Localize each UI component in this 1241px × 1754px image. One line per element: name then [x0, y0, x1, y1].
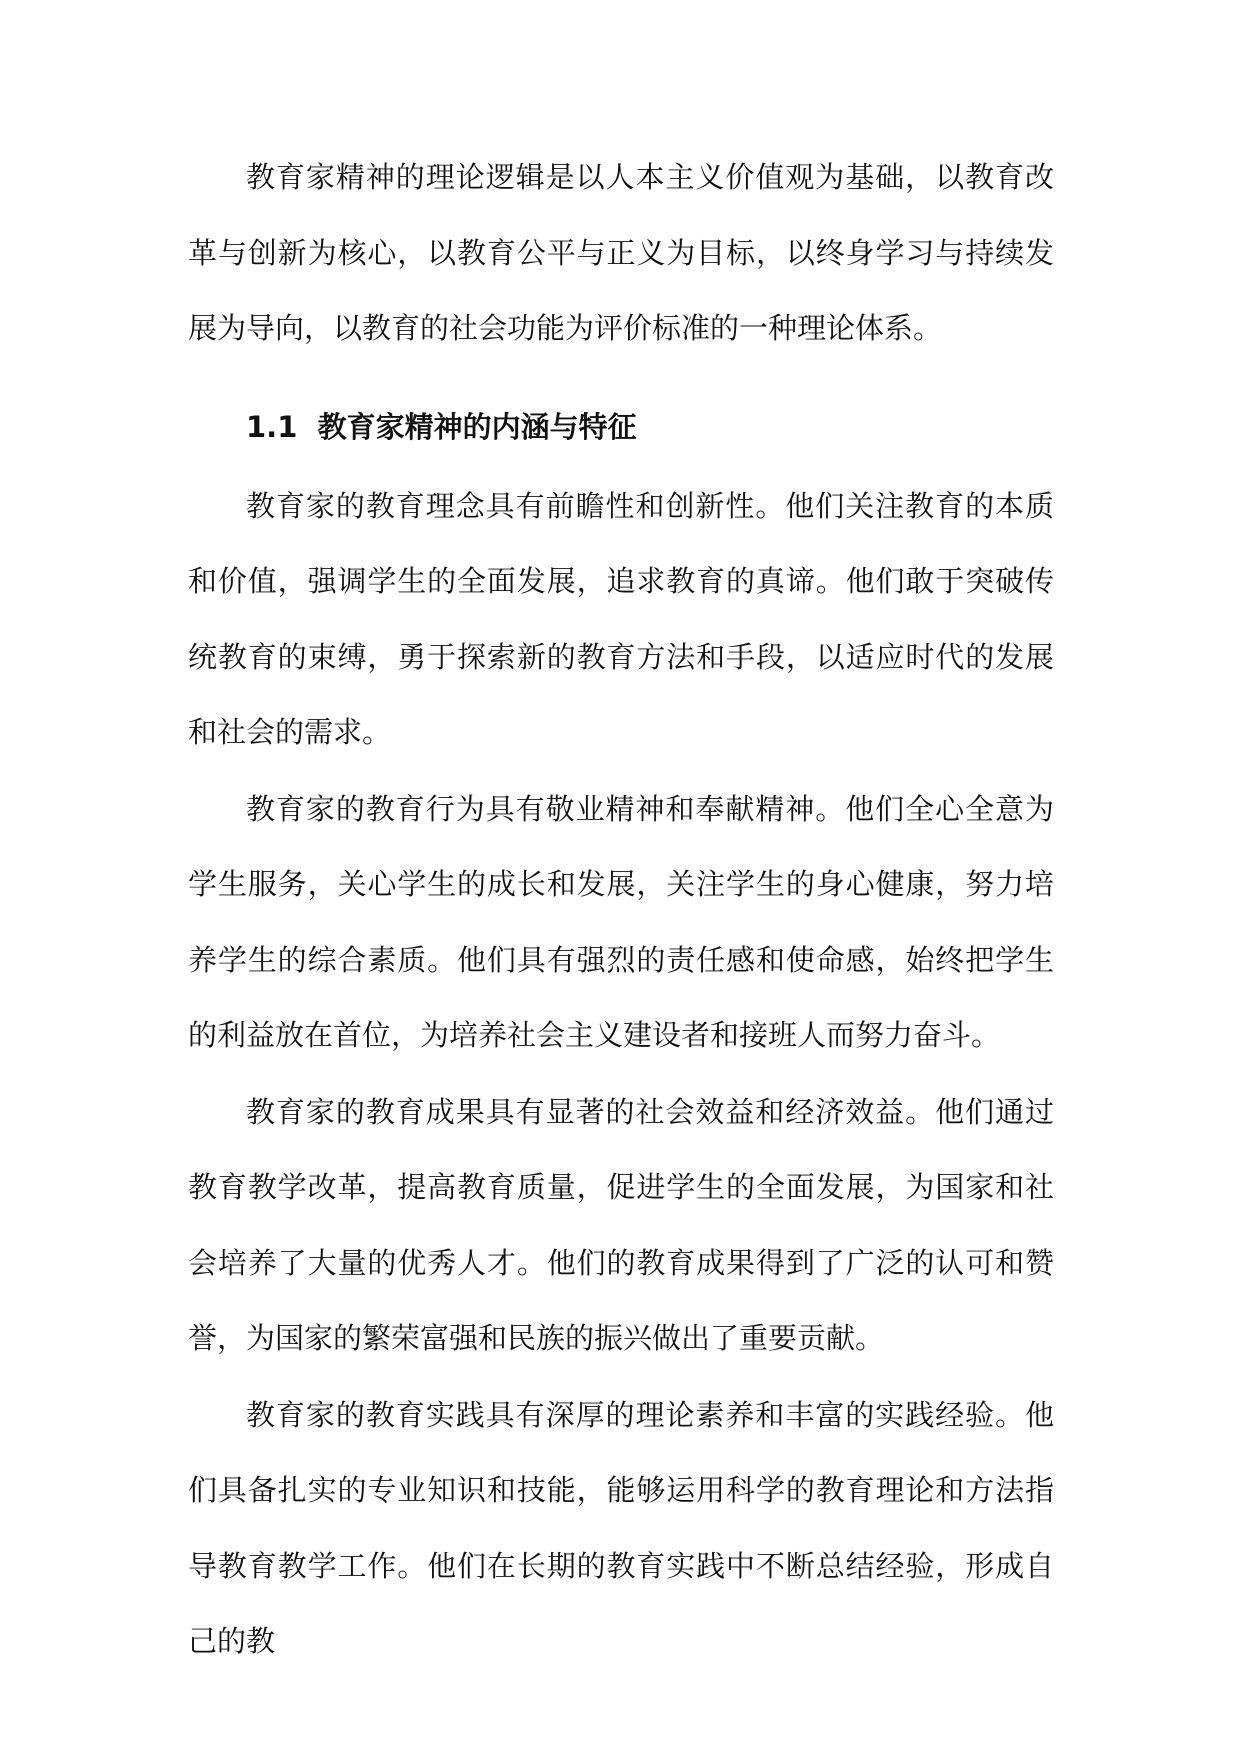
- section-title: 教育家精神的内涵与特征: [317, 409, 637, 444]
- body-paragraph-3: 教育家的教育成果具有显著的社会效益和经济效益。他们通过教育教学改革，提高教育质量，促进学生的全面发展，为国家和社会培养了大量的优秀人才。他们的教育成果得到了广泛的认可和赞誉，为国家的繁荣富强和民族的振兴做出了重要贡献。: [188, 1094, 1054, 1355]
- body-paragraph-2: 教育家的教育行为具有敬业精神和奉献精神。他们全心全意为学生服务，关心学生的成长和发展，关注学生的身心健康，努力培养学生的综合素质。他们具有强烈的责任感和使命感，始终把学生的利益放在首位，为培养社会主义建设者和接班人而努力奋斗。: [188, 791, 1054, 1052]
- intro-paragraph: 教育家精神的理论逻辑是以人本主义价值观为基础，以教育改革与创新为核心，以教育公平与正义为目标，以终身学习与持续发展为导向，以教育的社会功能为评价标准的一种理论体系。: [188, 160, 1054, 345]
- section-number: 1.1: [246, 409, 298, 444]
- section-heading: [188, 403, 1054, 451]
- body-paragraph-4: 教育家的教育实践具有深厚的理论素养和丰富的实践经验。他们具备扎实的专业知识和技能，能够运用科学的教育理论和方法指导教育教学工作。他们在长期的教育实践中不断总结经验，形成自己的教: [188, 1397, 1054, 1658]
- document-page: [188, 140, 1054, 1680]
- body-paragraph-1: 教育家的教育理念具有前瞻性和创新性。他们关注教育的本质和价值，强调学生的全面发展，追求教育的真谛。他们敢于突破传统教育的束缚，勇于探索新的教育方法和手段，以适应时代的发展和社会的需求。: [188, 488, 1054, 749]
